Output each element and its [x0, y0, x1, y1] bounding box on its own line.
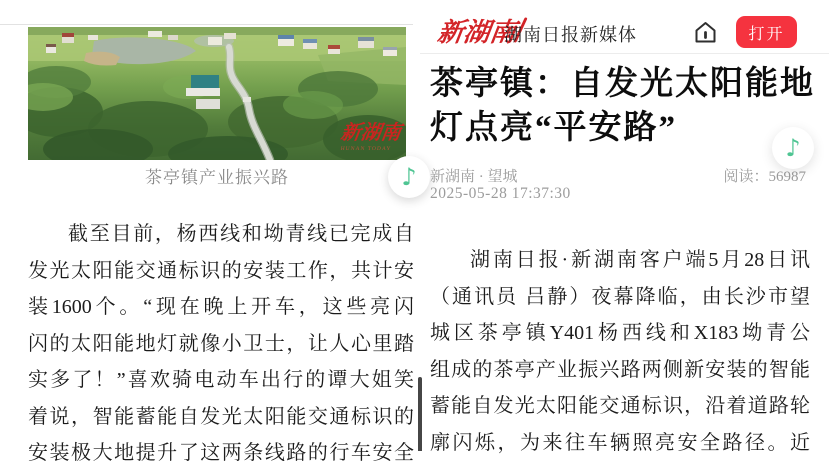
body-line: 蓄能自发光太阳能交通标识，沿着道路轮 [430, 395, 810, 417]
home-button[interactable] [692, 19, 719, 46]
title-line: 茶亭镇：自发光太阳能地 [430, 66, 815, 102]
article-body-left-column [28, 216, 414, 472]
body-line: 组成的茶亭产业振兴路两侧新安装的智能 [430, 358, 810, 381]
listen-audio-button[interactable] [772, 127, 814, 169]
article-title [430, 62, 822, 150]
home-icon [692, 19, 719, 46]
music-note-icon: ♪ [401, 163, 417, 191]
article-photo [28, 27, 406, 160]
body-line: 装1600个。“现在晚上开车，这些亮闪 [28, 296, 414, 318]
body-line: 发光太阳能交通标识的安装工作，共计安 [28, 259, 414, 282]
body-line: 城区茶亭镇Y401杨西线和X183坳青公 [430, 322, 810, 344]
body-line: （通讯员 吕静）夜幕降临，由长沙市望 [430, 285, 810, 308]
body-line: 廓闪烁，为来往车辆照亮安全路径。近 [430, 431, 810, 454]
brand-title: 湖南日报新媒体 [504, 25, 637, 45]
left-page-top-hairline [0, 24, 413, 25]
body-line: 安装极大地提升了这两条线路的行车安全 [28, 442, 414, 464]
xinhunan-logo-text: 新湖南 [435, 17, 518, 47]
article-source: 新湖南 · 望城 [430, 169, 518, 185]
article-body-right-column [430, 242, 810, 461]
header-divider [420, 53, 829, 54]
read-count: 阅读：56987 [723, 169, 806, 185]
aerial-road-photo-illustration [28, 27, 406, 160]
body-line: 闪的太阳能地灯就像小卫士，让人心里踏 [28, 332, 414, 355]
title-line: 灯点亮“平安路” [430, 110, 677, 146]
watermark-subtext: HUNAN TODAY [340, 146, 392, 152]
open-app-button[interactable]: 打开 [736, 16, 797, 48]
body-line: 着说，智能蓄能自发光太阳能交通标识的 [28, 405, 414, 428]
music-note-icon: ♪ [785, 134, 801, 162]
publish-time: 2025-05-28 17:37:30 [430, 185, 571, 202]
body-line: 湖南日报·新湖南客户端5月28日讯 [470, 249, 810, 271]
body-line: 截至目前，杨西线和坳青线已完成自 [68, 223, 414, 245]
photo-caption: 茶亭镇产业振兴路 [145, 168, 289, 187]
body-line: 实多了！”喜欢骑电动车出行的谭大姐笑 [28, 369, 414, 391]
scroll-indicator[interactable] [418, 377, 422, 451]
listen-audio-button[interactable] [388, 156, 430, 198]
watermark-text: 新湖南 [339, 122, 403, 144]
